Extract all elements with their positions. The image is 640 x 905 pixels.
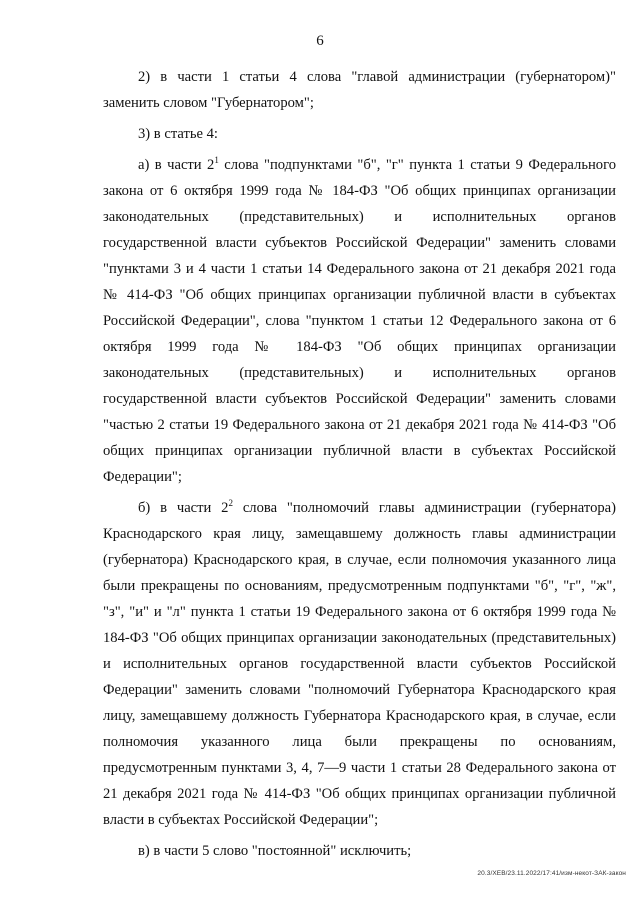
paragraph-prefix: б) в части 2 bbox=[138, 500, 229, 516]
paragraph-subitem-a bbox=[103, 152, 616, 490]
superscript-index: 2 bbox=[228, 498, 233, 508]
paragraph-text: в) в части 5 слово "постоянной" исключить; bbox=[138, 843, 412, 859]
document-footer-code: 20.3/ХЕВ/23.11.2022/17:41/изм-некот-ЗАК-закон bbox=[477, 870, 626, 877]
paragraph-subitem-v bbox=[103, 838, 616, 864]
paragraph-text: 3) в статье 4: bbox=[138, 126, 218, 142]
paragraph-text: 2) в части 1 статьи 4 слова "главой администрации (губернатором)" заменить словом "Губернатором"; bbox=[103, 69, 616, 111]
paragraph-subitem-b bbox=[103, 495, 616, 833]
paragraph-text: слова "полномочий главы администрации (губернатора) Краснодарского края лицу, замещавшему должность главы администрации (губернатора) Краснодарского края, в случае, если полномочия указанного лица были прекращены по основаниям, предусмотренным подпунктами "б", "г", "ж", "з", "и" и "л" пункта 1 статьи 19 Федерального закона от 6 октября 1999 года № 184-ФЗ "Об общих принципах организации законодательных (представительных) и исполнительных органов государственной власти субъектов Российской Федерации" заменить словами "полномочий Губернатора Краснодарского края лицу, замещавшему должность Губернатора Краснодарского края, в случае, если полномочия указанного лица были прекращены по основаниям, предусмотренным пунктами 3, 4, 7—9 части 1 статьи 28 Федерального закона от 21 декабря 2021 года № 414-ФЗ "Об общих принципах организации публичной власти в субъектах Российской Федерации"; bbox=[103, 500, 617, 828]
paragraph-item-3 bbox=[103, 121, 616, 147]
paragraph-item-2 bbox=[103, 64, 616, 116]
paragraph-prefix: а) в части 2 bbox=[138, 157, 215, 173]
document-body bbox=[103, 64, 616, 869]
page-number: 6 bbox=[316, 33, 324, 49]
superscript-index: 1 bbox=[214, 155, 219, 165]
paragraph-text: слова "подпунктами "б", "г" пункта 1 статьи 9 Федерального закона от 6 октября 1999 года № 184-ФЗ "Об общих принципах организации законодательных (представительных) и исполнительных органов государственной власти субъектов Российской Федерации" заменить словами "пунктами 3 и 4 части 1 статьи 14 Федерального закона от 21 декабря 2021 года № 414-ФЗ "Об общих принципах организации публичной власти в субъектах Российской Федерации", слова "пунктом 1 статьи 12 Федерального закона от 6 октября 1999 года № 184-ФЗ "Об общих принципах организации законодательных (представительных) и исполнительных органов государственной власти субъектов Российской Федерации" заменить словами "частью 2 статьи 19 Федерального закона от 21 декабря 2021 года № 414-ФЗ "Об общих принципах организации публичной власти в субъектах Российской Федерации"; bbox=[103, 157, 616, 485]
